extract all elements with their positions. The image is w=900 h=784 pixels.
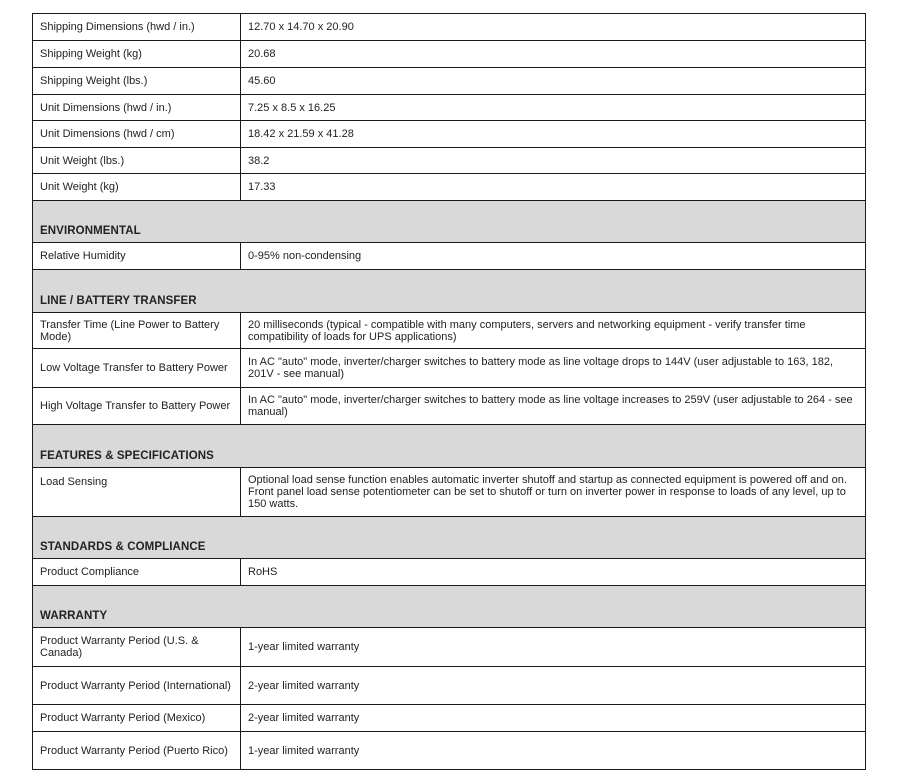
table-row [33,95,866,121]
spec-value: 2-year limited warranty [241,705,866,732]
table-row [33,468,866,517]
spec-value: RoHS [241,559,866,586]
spec-label: Product Warranty Period (Puerto Rico) [33,732,241,770]
spec-value: 2-year limited warranty [241,667,866,705]
spec-label: Unit Weight (kg) [33,174,241,201]
table-row [33,313,866,349]
section-header-row [33,270,866,313]
spec-label: Product Warranty Period (U.S. & Canada) [33,628,241,667]
spec-label: Product Compliance [33,559,241,586]
spec-table [32,13,866,770]
spec-value: 20 milliseconds (typical - compatible with many computers, servers and networking equipment - verify transfer time compatibility of loads for UPS applications) [241,313,866,349]
spec-value: 18.42 x 21.59 x 41.28 [241,121,866,148]
spec-value: In AC "auto" mode, inverter/charger switches to battery mode as line voltage drops to 144V (user adjustable to 163, 182, 201V - see manual) [241,349,866,388]
table-row [33,14,866,41]
section-heading: LINE / BATTERY TRANSFER [33,270,866,313]
spec-value: Optional load sense function enables automatic inverter shutoff and startup as connected equipment is powered off and on. Front panel load sense potentiometer can be set to shutoff or turn on inverter power in response to loads of any level, up to 150 watts. [241,468,866,517]
spec-label: Shipping Dimensions (hwd / in.) [33,14,241,41]
table-row [33,705,866,732]
spec-label: Unit Dimensions (hwd / in.) [33,95,241,121]
spec-value: 45.60 [241,68,866,95]
section-header-row [33,201,866,243]
spec-value: 38.2 [241,148,866,174]
spec-value: 0-95% non-condensing [241,243,866,270]
spec-label: Unit Weight (lbs.) [33,148,241,174]
table-row [33,559,866,586]
spec-table-body [33,14,866,770]
spec-label: Relative Humidity [33,243,241,270]
section-header-row [33,425,866,468]
spec-label: Unit Dimensions (hwd / cm) [33,121,241,148]
spec-label: Shipping Weight (kg) [33,41,241,68]
table-row [33,148,866,174]
table-row [33,628,866,667]
table-row [33,388,866,425]
spec-label: Load Sensing [33,468,241,517]
spec-value: 17.33 [241,174,866,201]
table-row [33,174,866,201]
table-row [33,667,866,705]
spec-label: High Voltage Transfer to Battery Power [33,388,241,425]
table-row [33,349,866,388]
spec-label: Transfer Time (Line Power to Battery Mode) [33,313,241,349]
spec-value: 20.68 [241,41,866,68]
spec-label: Product Warranty Period (International) [33,667,241,705]
section-heading: WARRANTY [33,586,866,628]
spec-value: 1-year limited warranty [241,732,866,770]
table-row [33,68,866,95]
spec-label: Shipping Weight (lbs.) [33,68,241,95]
section-heading: STANDARDS & COMPLIANCE [33,517,866,559]
spec-value: 7.25 x 8.5 x 16.25 [241,95,866,121]
table-row [33,41,866,68]
spec-value: 12.70 x 14.70 x 20.90 [241,14,866,41]
section-heading: FEATURES & SPECIFICATIONS [33,425,866,468]
section-header-row [33,586,866,628]
spec-label: Product Warranty Period (Mexico) [33,705,241,732]
table-row [33,121,866,148]
table-row [33,243,866,270]
table-row [33,732,866,770]
spec-value: In AC "auto" mode, inverter/charger switches to battery mode as line voltage increases to 259V (user adjustable to 264 - see manual) [241,388,866,425]
section-heading: ENVIRONMENTAL [33,201,866,243]
spec-label: Low Voltage Transfer to Battery Power [33,349,241,388]
spec-value: 1-year limited warranty [241,628,866,667]
section-header-row [33,517,866,559]
